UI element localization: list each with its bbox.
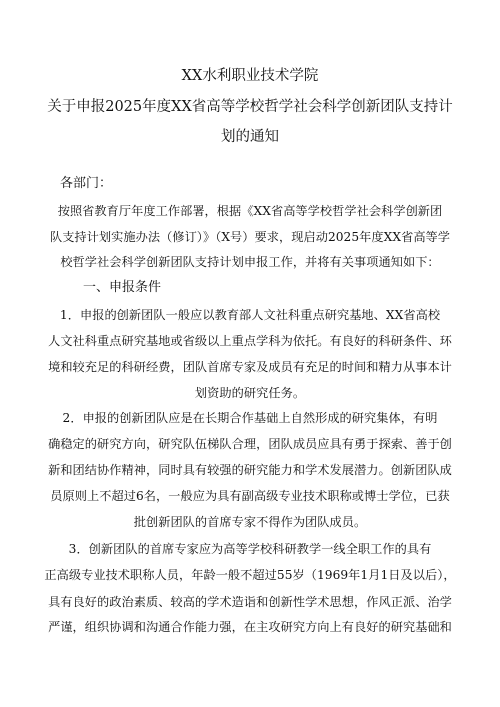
item-2-line-1: 2．申报的创新团队应是在长期合作基础上自然形成的研究集体，有明 [62,411,438,425]
institution-name: XX水利职业技术学院 [181,68,319,84]
item-1-line-4: 划资助的研究任务。 [194,386,306,400]
item-1-line-1: 1．申报的创新团队一般应以教育部人文社科重点研究基地、XX省高校 [59,308,441,322]
item-2-line-5: 批创新团队的首席专家不得作为团队成员。 [133,515,367,529]
item-1-line-2: 人文社科重点研究基地或省级以上重点学科为依托。有良好的科研条件、环 [48,334,452,348]
notice-title-line-2: 划的通知 [221,129,279,145]
intro-line-2: 队支持计划实施办法（修订）》（X号）要求，现启动2025年度XX省高等学 [49,230,451,244]
item-3-line-4: 严谨，组织协调和沟通合作能力强，在主攻研究方向上有良好的研究基础和 [48,620,452,634]
item-3-line-3: 具有良好的政治素质、较高的学术造诣和创新性学术思想，作风正派、治学 [48,595,452,609]
salutation: 各部门： [60,176,113,191]
item-3-line-2: 正高级专业技术职称人员，年龄一般不超过55岁（1969年1月1日及以后）， [44,568,456,582]
item-2-line-4: 员原则上不超过6名，一般应为具有副高级专业技术职称或博士学位，已获 [50,489,450,503]
item-2-line-3: 新和团结协作精神，同时具有较强的研究能力和学术发展潜力。创新团队成 [48,463,452,477]
item-3-line-1: 3．创新团队的首席专家应为高等学校科研教学一线全职工作的具有 [68,542,432,556]
item-1-line-3: 境和较充足的科研经费，团队首席专家及成员有充足的时间和精力从事本计 [48,360,452,374]
intro-line-3: 校哲学社会科学创新团队支持计划申报工作，并将有关事项通知如下： [60,255,440,269]
intro-line-1: 按照省教育厅年度工作部署，根据《XX省高等学校哲学社会科学创新团 [57,204,443,218]
section-title: 一、申报条件 [83,280,162,295]
item-2-line-2: 确稳定的研究方向，研究队伍梯队合理，团队成员应具有勇于探索、善于创 [48,437,452,451]
notice-title-line-1: 关于申报2025年度XX省高等学校哲学社会科学创新团队支持计 [47,99,453,115]
